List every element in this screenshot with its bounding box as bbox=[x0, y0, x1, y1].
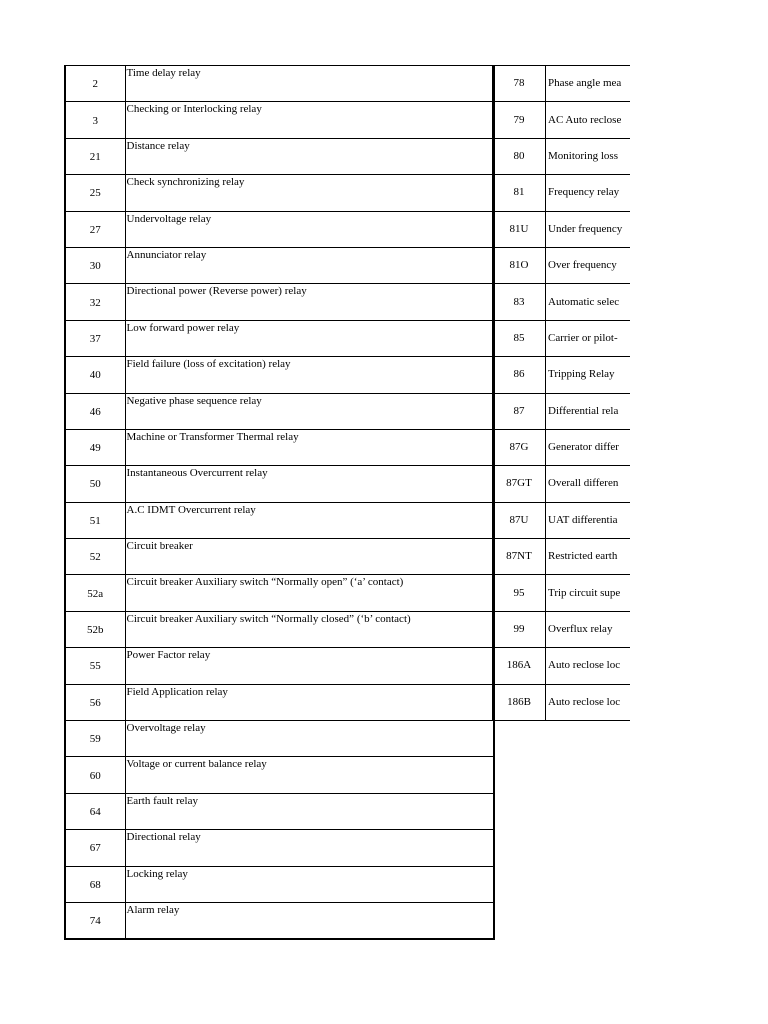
relay-code-cell: 81 bbox=[493, 175, 546, 211]
table-row bbox=[65, 721, 494, 757]
relay-description-cell: Instantaneous Overcurrent relay bbox=[125, 466, 494, 502]
relay-description-cell: Directional relay bbox=[125, 830, 494, 866]
table-row bbox=[65, 539, 494, 575]
relay-code-cell: 87 bbox=[493, 393, 546, 429]
relay-description-cell: Field failure (loss of excitation) relay bbox=[125, 357, 494, 393]
relay-code-cell: 32 bbox=[65, 284, 125, 320]
relay-description-cell: AC Auto reclose bbox=[546, 102, 631, 138]
table-row bbox=[65, 793, 494, 829]
table-row bbox=[493, 466, 631, 502]
table-row bbox=[493, 502, 631, 538]
relay-description-cell: Circuit breaker Auxiliary switch “Normally closed” (‘b’ contact) bbox=[125, 611, 494, 647]
table-row bbox=[65, 429, 494, 465]
relay-code-cell: 21 bbox=[65, 138, 125, 174]
relay-description-cell: Machine or Transformer Thermal relay bbox=[125, 429, 494, 465]
table-row bbox=[65, 138, 494, 174]
relay-code-cell: 30 bbox=[65, 247, 125, 283]
relay-description-cell: Auto reclose loc bbox=[546, 684, 631, 720]
relay-description-cell: Negative phase sequence relay bbox=[125, 393, 494, 429]
relay-code-cell: 67 bbox=[65, 830, 125, 866]
relay-code-cell: 59 bbox=[65, 721, 125, 757]
relay-code-cell: 49 bbox=[65, 429, 125, 465]
table-row bbox=[493, 211, 631, 247]
table-row bbox=[65, 211, 494, 247]
relay-description-cell: Alarm relay bbox=[125, 902, 494, 938]
table-row bbox=[493, 648, 631, 684]
relay-description-cell: UAT differentia bbox=[546, 502, 631, 538]
relay-description-cell: Power Factor relay bbox=[125, 648, 494, 684]
relay-description-cell: Directional power (Reverse power) relay bbox=[125, 284, 494, 320]
table-row bbox=[493, 138, 631, 174]
relay-description-cell: Time delay relay bbox=[125, 66, 494, 102]
relay-code-cell: 95 bbox=[493, 575, 546, 611]
table-row bbox=[65, 247, 494, 283]
table-row bbox=[65, 611, 494, 647]
table-row bbox=[493, 684, 631, 720]
relay-code-cell: 186A bbox=[493, 648, 546, 684]
table-row bbox=[65, 757, 494, 793]
table-row bbox=[65, 357, 494, 393]
relay-description-cell: Check synchronizing relay bbox=[125, 175, 494, 211]
relay-description-cell: Auto reclose loc bbox=[546, 648, 631, 684]
table-row bbox=[493, 393, 631, 429]
table-row bbox=[493, 247, 631, 283]
relay-description-cell: Tripping Relay bbox=[546, 357, 631, 393]
relay-description-cell: Monitoring loss bbox=[546, 138, 631, 174]
relay-code-cell: 52 bbox=[65, 539, 125, 575]
relay-description-cell: Circuit breaker bbox=[125, 539, 494, 575]
relay-code-cell: 78 bbox=[493, 66, 546, 102]
relay-code-cell: 51 bbox=[65, 502, 125, 538]
table-row bbox=[65, 502, 494, 538]
table-row bbox=[65, 66, 494, 102]
table-row bbox=[493, 66, 631, 102]
table-row bbox=[65, 320, 494, 356]
table-row bbox=[65, 284, 494, 320]
relay-codes-table-right bbox=[492, 65, 630, 721]
table-row bbox=[493, 175, 631, 211]
relay-code-cell: 186B bbox=[493, 684, 546, 720]
table-row bbox=[65, 684, 494, 720]
relay-codes-table-left bbox=[64, 65, 495, 940]
relay-description-cell: A.C IDMT Overcurrent relay bbox=[125, 502, 494, 538]
relay-codes-table-right-viewport bbox=[492, 65, 630, 725]
table-row bbox=[65, 866, 494, 902]
relay-description-cell: Checking or Interlocking relay bbox=[125, 102, 494, 138]
relay-description-cell: Under frequency bbox=[546, 211, 631, 247]
relay-code-cell: 87NT bbox=[493, 539, 546, 575]
table-row bbox=[65, 102, 494, 138]
relay-code-cell: 37 bbox=[65, 320, 125, 356]
relay-code-cell: 68 bbox=[65, 866, 125, 902]
table-row bbox=[65, 175, 494, 211]
table-row bbox=[65, 830, 494, 866]
relay-description-cell: Frequency relay bbox=[546, 175, 631, 211]
table-row bbox=[493, 357, 631, 393]
table-row bbox=[493, 429, 631, 465]
relay-description-cell: Low forward power relay bbox=[125, 320, 494, 356]
relay-description-cell: Voltage or current balance relay bbox=[125, 757, 494, 793]
relay-code-cell: 46 bbox=[65, 393, 125, 429]
relay-description-cell: Trip circuit supe bbox=[546, 575, 631, 611]
relay-code-cell: 55 bbox=[65, 648, 125, 684]
relay-code-cell: 80 bbox=[493, 138, 546, 174]
relay-description-cell: Overvoltage relay bbox=[125, 721, 494, 757]
relay-code-cell: 52b bbox=[65, 611, 125, 647]
relay-code-cell: 81O bbox=[493, 247, 546, 283]
relay-description-cell: Restricted earth bbox=[546, 539, 631, 575]
relay-description-cell: Field Application relay bbox=[125, 684, 494, 720]
table-row bbox=[65, 393, 494, 429]
relay-description-cell: Distance relay bbox=[125, 138, 494, 174]
relay-code-cell: 87GT bbox=[493, 466, 546, 502]
relay-code-cell: 79 bbox=[493, 102, 546, 138]
relay-description-cell: Locking relay bbox=[125, 866, 494, 902]
table-row bbox=[493, 102, 631, 138]
relay-description-cell: Carrier or pilot- bbox=[546, 320, 631, 356]
relay-code-cell: 86 bbox=[493, 357, 546, 393]
relay-code-cell: 64 bbox=[65, 793, 125, 829]
table-row bbox=[65, 466, 494, 502]
table-row bbox=[65, 575, 494, 611]
relay-description-cell: Over frequency bbox=[546, 247, 631, 283]
table-row bbox=[493, 539, 631, 575]
relay-description-cell: Circuit breaker Auxiliary switch “Normally open” (‘a’ contact) bbox=[125, 575, 494, 611]
relay-description-cell: Phase angle mea bbox=[546, 66, 631, 102]
relay-code-cell: 52a bbox=[65, 575, 125, 611]
relay-code-cell: 99 bbox=[493, 611, 546, 647]
relay-code-cell: 50 bbox=[65, 466, 125, 502]
relay-code-cell: 3 bbox=[65, 102, 125, 138]
relay-description-cell: Undervoltage relay bbox=[125, 211, 494, 247]
relay-code-cell: 40 bbox=[65, 357, 125, 393]
relay-code-cell: 60 bbox=[65, 757, 125, 793]
relay-code-cell: 2 bbox=[65, 66, 125, 102]
relay-description-cell: Generator differ bbox=[546, 429, 631, 465]
relay-code-cell: 74 bbox=[65, 902, 125, 938]
table-row bbox=[65, 648, 494, 684]
table-row bbox=[493, 575, 631, 611]
table-row bbox=[493, 611, 631, 647]
relay-code-cell: 25 bbox=[65, 175, 125, 211]
table-row bbox=[493, 284, 631, 320]
relay-code-cell: 56 bbox=[65, 684, 125, 720]
table-row bbox=[493, 320, 631, 356]
relay-description-cell: Differential rela bbox=[546, 393, 631, 429]
relay-code-cell: 81U bbox=[493, 211, 546, 247]
relay-code-cell: 83 bbox=[493, 284, 546, 320]
relay-description-cell: Overflux relay bbox=[546, 611, 631, 647]
relay-code-cell: 87G bbox=[493, 429, 546, 465]
relay-code-cell: 87U bbox=[493, 502, 546, 538]
relay-description-cell: Overall differen bbox=[546, 466, 631, 502]
relay-code-cell: 27 bbox=[65, 211, 125, 247]
relay-code-cell: 85 bbox=[493, 320, 546, 356]
relay-description-cell: Annunciator relay bbox=[125, 247, 494, 283]
table-row bbox=[65, 902, 494, 938]
relay-description-cell: Automatic selec bbox=[546, 284, 631, 320]
relay-description-cell: Earth fault relay bbox=[125, 793, 494, 829]
